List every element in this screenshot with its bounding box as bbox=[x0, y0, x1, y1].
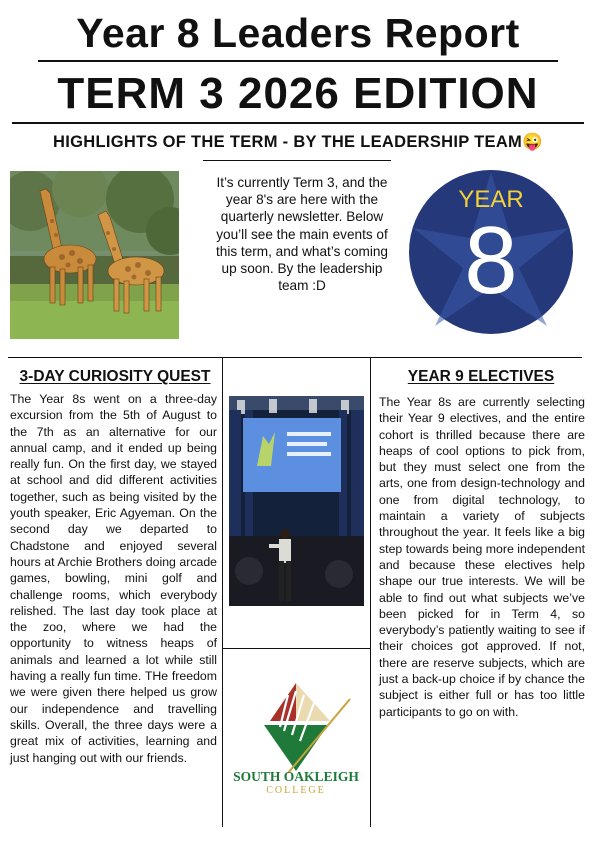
subtitle-text: HIGHLIGHTS OF THE TERM - BY THE LEADERSHIP TEAM bbox=[53, 133, 523, 151]
left-article-heading: 3-DAY CURIOSITY QUEST bbox=[19, 368, 211, 385]
tongue-emoji-icon: 😜 bbox=[522, 133, 543, 151]
columns-top-rule bbox=[8, 357, 582, 358]
column-divider-right bbox=[370, 357, 371, 827]
year-8-badge bbox=[407, 168, 575, 336]
right-article-body: The Year 8s are currently selecting their Year 9 electives, and the entire cohort is thrilled because there are heaps of cool options to pick from, but they must select one from the arts, one from design-technology and one from digital technology, to maintain a variety of subjects throughout the year. It feels like a big step towards being more independent and because these electives help shape our true interests. We will be able to find out what subjects we’ve been picked for in Term 4, so everybody’s patiently waiting to see if their choices got approved. If not, there are reserve subjects, which are just a back-up choice if by chance the subject is either full or has too little participants to go on with. bbox=[379, 395, 585, 719]
school-logo-icon bbox=[222, 655, 370, 775]
subtitle bbox=[0, 130, 596, 154]
left-article-body: The Year 8s went on a three-day excursion from the 5th of August to the 7th as an alternative for our annual camp, and it ended up being really fun. On the first day, we stayed at school and did different activities together, such as being visited by the youth speaker, Eric Agyeman. On the second day we departed to Chadstone and enjoyed several hours at Archie Brothers doing arcade games, bowling, mini golf and challenge rooms, which everybody relished. The last day took place at the zoo, where we had the opportunity to witness heaps of animals and learned a lot while still having a really fun time. THe freedom we were given there helped us grow our independence and travelling skills. Overall, the three days were a great mix of activities, learning and just hanging out with our friends. bbox=[10, 392, 217, 765]
badge-number: 8 bbox=[464, 207, 518, 314]
subtitle-rule bbox=[203, 160, 391, 161]
giraffe-photo bbox=[10, 171, 179, 339]
giraffe-photo-svg bbox=[10, 171, 179, 339]
school-logo-name: SOUTH OAKLEIGH bbox=[233, 769, 359, 784]
school-logo-sub: COLLEGE bbox=[266, 785, 326, 796]
header-rule-bottom bbox=[12, 122, 584, 124]
edition-title: TERM 3 2026 EDITION bbox=[57, 69, 539, 118]
school-logo bbox=[222, 655, 370, 825]
middle-column-rule bbox=[222, 648, 370, 649]
report-title: Year 8 Leaders Report bbox=[76, 10, 520, 56]
presentation-photo-svg bbox=[229, 396, 364, 606]
intro-text: It’s currently Term 3, and the year 8's are here with the quarterly newsletter. Below you’ll see the main events of this term, and what’s coming up soon. By the leadership team :D bbox=[215, 175, 388, 294]
header-rule-top bbox=[38, 60, 558, 62]
right-article-heading: YEAR 9 ELECTIVES bbox=[407, 368, 555, 385]
presentation-photo bbox=[229, 396, 364, 606]
badge-word: YEAR bbox=[458, 186, 524, 213]
